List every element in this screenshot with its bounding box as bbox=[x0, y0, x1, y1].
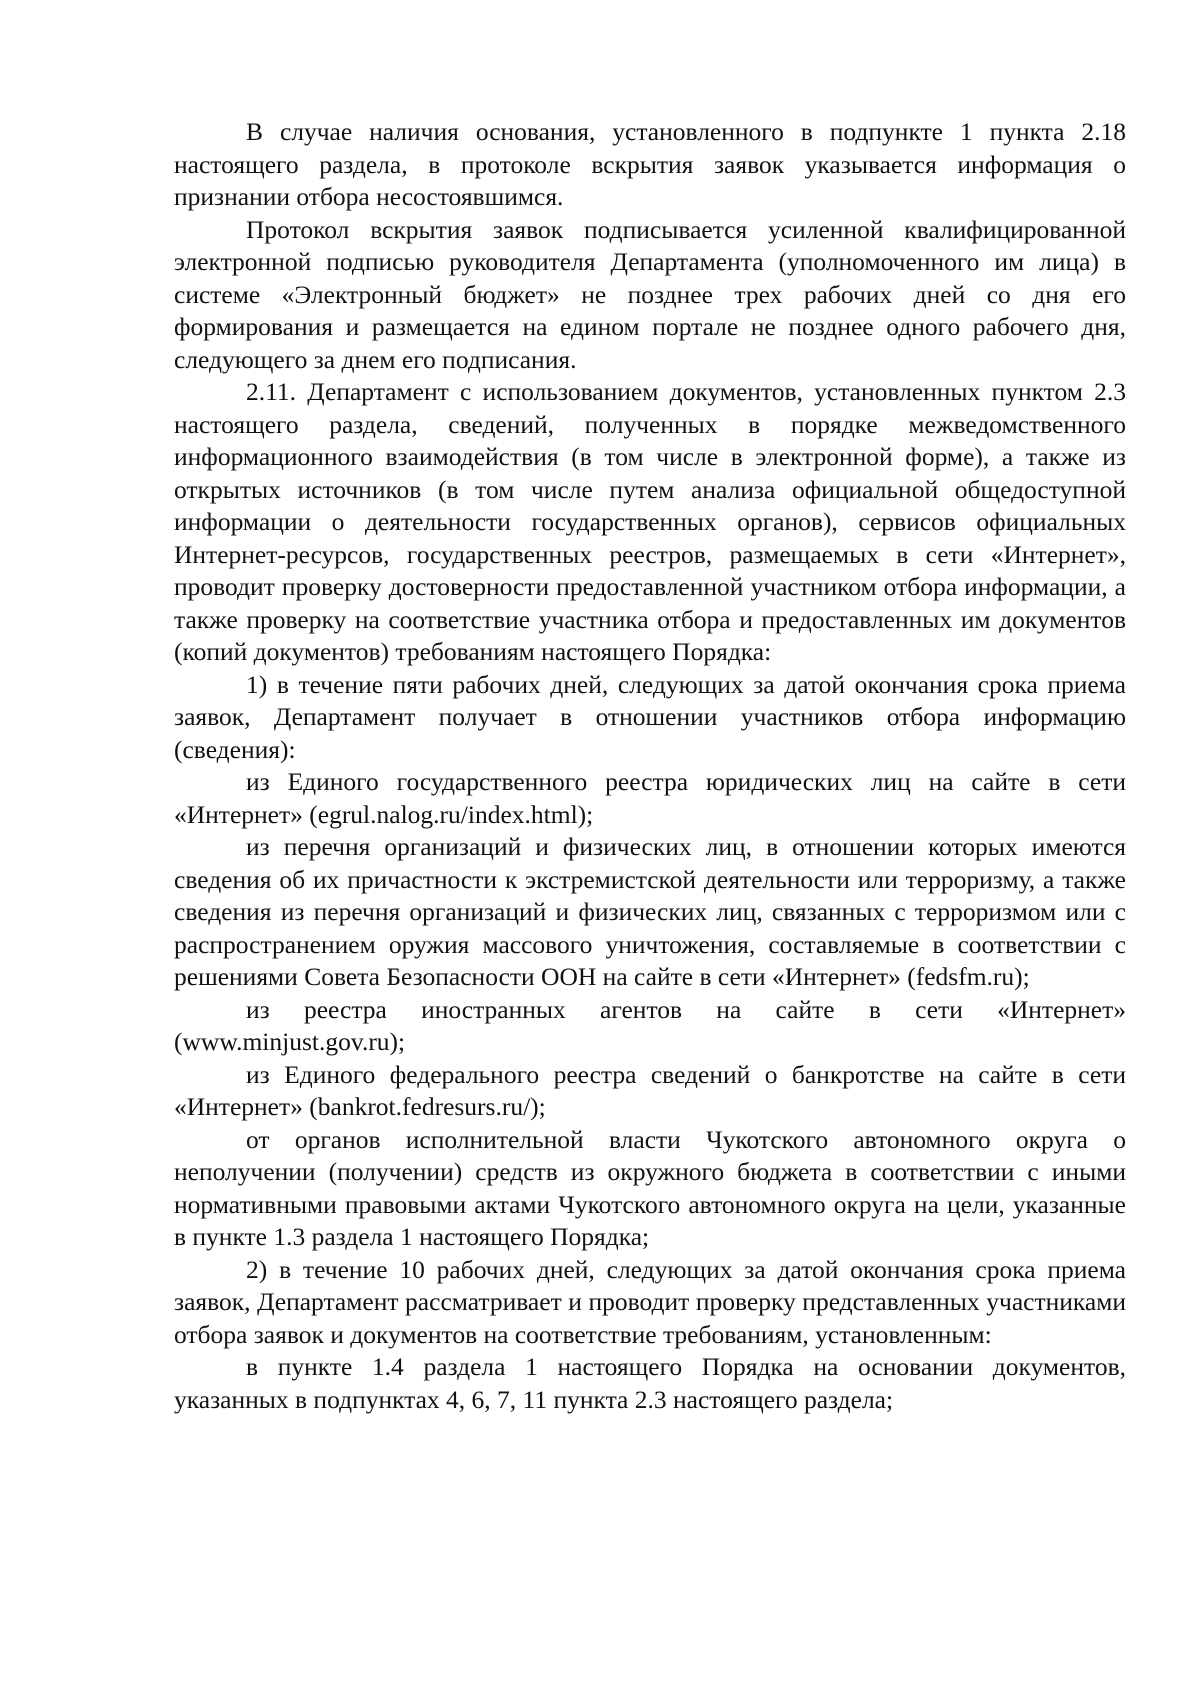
paragraph-clause-1-4: в пункте 1.4 раздела 1 настоящего Порядка на основании документов, указанных в подпунктах 4, 6, 7, 11 пункта 2.3 настоящего раздела; bbox=[174, 1352, 1126, 1414]
paragraph-egrul: из Единого государственного реестра юридических лиц на сайте в сети «Интернет» (egrul.nalog.ru/index.html); bbox=[174, 767, 1126, 829]
document-body bbox=[174, 116, 1126, 1416]
paragraph-foreign-agents: из реестра иностранных агентов на сайте в сети «Интернет» (www.minjust.gov.ru); bbox=[174, 994, 1126, 1056]
paragraph-item-1-five-days: 1) в течение пяти рабочих дней, следующих за датой окончания срока приема заявок, Департамент получает в отношении участников отбора информацию (сведения): bbox=[174, 669, 1126, 764]
paragraph-item-2-ten-days: 2) в течение 10 рабочих дней, следующих за датой окончания срока приема заявок, Департамент рассматривает и проводит проверку представленных участниками отбора заявок и документов на соответствие требованиям, установленным: bbox=[174, 1254, 1126, 1349]
paragraph-failed-selection-info: В случае наличия основания, установленного в подпункте 1 пункта 2.18 настоящего раздела, в протоколе вскрытия заявок указывается информация о признании отбора несостоявшимся. bbox=[174, 117, 1126, 211]
paragraph-2-11-verification: 2.11. Департамент с использованием документов, установленных пунктом 2.3 настоящего раздела, сведений, полученных в порядке межведомственного информационного взаимодействия (в том числе в электронной форме), а также из открытых источников (в том числе путем анализа официальной общедоступной информации о деятельности государственных органов), сервисов официальных Интернет-ресурсов, государственных реестров, размещаемых в сети «Интернет», проводит проверку достоверности предоставленной участником отбора информации, а также проверку на соответствие участника отбора и предоставленных им документов (копий документов) требованиям настоящего Порядка: bbox=[174, 377, 1126, 666]
paragraph-executive-authorities: от органов исполнительной власти Чукотского автономного округа о неполучении (получении) средств из окружного бюджета в соответствии с иными нормативными правовыми актами Чукотского автономного округа на цели, указанные в пункте 1.3 раздела 1 настоящего Порядка; bbox=[174, 1124, 1126, 1251]
paragraph-bankruptcy-registry: из Единого федерального реестра сведений о банкротстве на сайте в сети «Интернет» (bankrot.fedresurs.ru/); bbox=[174, 1059, 1126, 1121]
paragraph-protocol-signing: Протокол вскрытия заявок подписывается усиленной квалифицированной электронной подписью руководителя Департамента (уполномоченного им лица) в системе «Электронный бюджет» не позднее трех рабочих дней со дня его формирования и размещается на едином портале не позднее одного рабочего дня, следующего за днем его подписания. bbox=[174, 214, 1126, 374]
paragraph-terrorism-list: из перечня организаций и физических лиц, в отношении которых имеются сведения об их причастности к экстремистской деятельности или терроризму, а также сведения из перечня организаций и физических лиц, связанных с терроризмом или с распространением оружия массового уничтожения, составляемые в соответствии с решениями Совета Безопасности ООН на сайте в сети «Интернет» (fedsfm.ru); bbox=[174, 832, 1126, 991]
